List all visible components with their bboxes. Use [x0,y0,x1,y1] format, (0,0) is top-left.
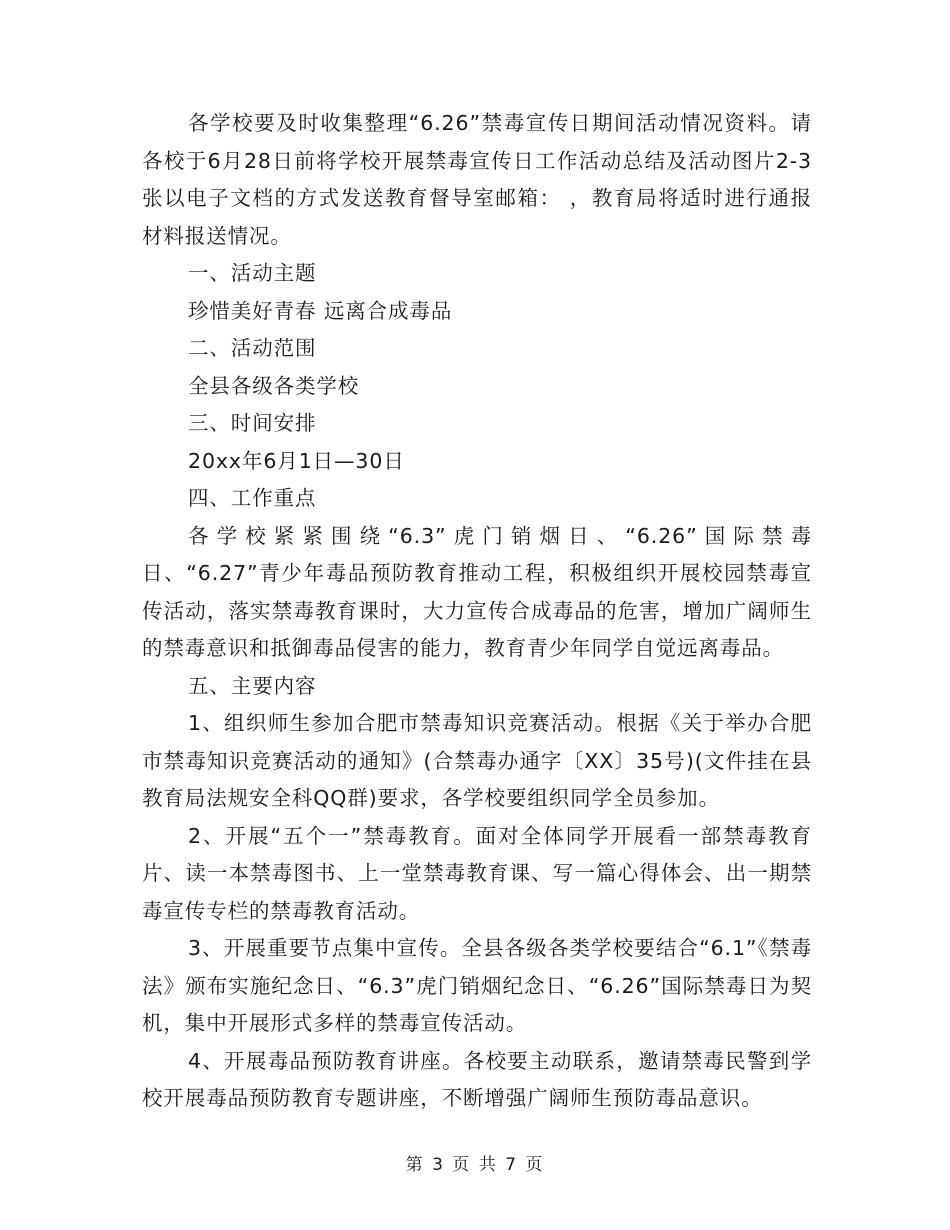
heading-main-content: 五、主要内容 [188,673,317,698]
paragraph-item-1: 1、组织师生参加合肥市禁毒知识竞赛活动。根据《关于举办合肥市禁毒知识竞赛活动的通知》(合禁毒办通字〔XX〕35号)(文件挂在县教育局法规安全科QQ群)要求，各学校要组织同学全员参加。 [142,711,812,810]
paragraph-item-3: 3、开展重要节点集中宣传。全县各级各类学校要结合“6.1”《禁毒法》颁布实施纪念日、“6.3”虎门销烟纪念日、“6.26”国际禁毒日为契机，集中开展形式多样的禁毒宣传活动。 [142,936,812,1035]
paragraph-work-focus: 各学校紧紧围绕“6.3”虎门销烟日、“6.26”国际禁毒日、“6.27”青少年毒品预防教育推动工程，积极组织开展校园禁毒宣传活动，落实禁毒教育课时，大力宣传合成毒品的危害，增加广阔师生的禁毒意识和抵御毒品侵害的能力，教育青少年同学自觉远离毒品。 [142,523,812,660]
heading-work-focus: 四、工作重点 [188,486,317,510]
paragraph-intro: 各学校要及时收集整理“6.26”禁毒宣传日期间活动情况资料。请各校于6月28日前将学校开展禁毒宣传日工作活动总结及活动图片2-3张以电子文档的方式发送教育督导室邮箱： ，教育局将适时进行通报材料报送情况。 [142,111,812,248]
page-number-footer: 第 3 页 共 7 页 [405,1155,545,1175]
heading-schedule: 三、时间安排 [188,411,317,435]
document-body [142,105,812,1118]
paragraph-theme: 珍惜美好青春 远离合成毒品 [188,298,453,323]
paragraph-item-4: 4、开展毒品预防教育讲座。各校要主动联系，邀请禁毒民警到学校开展毒品预防教育专题讲座，不断增强广阔师生预防毒品意识。 [142,1048,812,1110]
paragraph-schedule: 20xx年6月1日—30日 [188,448,405,473]
heading-activity-scope: 二、活动范围 [188,336,317,360]
paragraph-scope: 全县各级各类学校 [188,373,360,398]
paragraph-item-2: 2、开展“五个一”禁毒教育。面对全体同学开展看一部禁毒教育片、读一本禁毒图书、上一堂禁毒教育课、写一篇心得体会、出一期禁毒宣传专栏的禁毒教育活动。 [142,823,812,923]
heading-activity-theme: 一、活动主题 [188,261,317,285]
